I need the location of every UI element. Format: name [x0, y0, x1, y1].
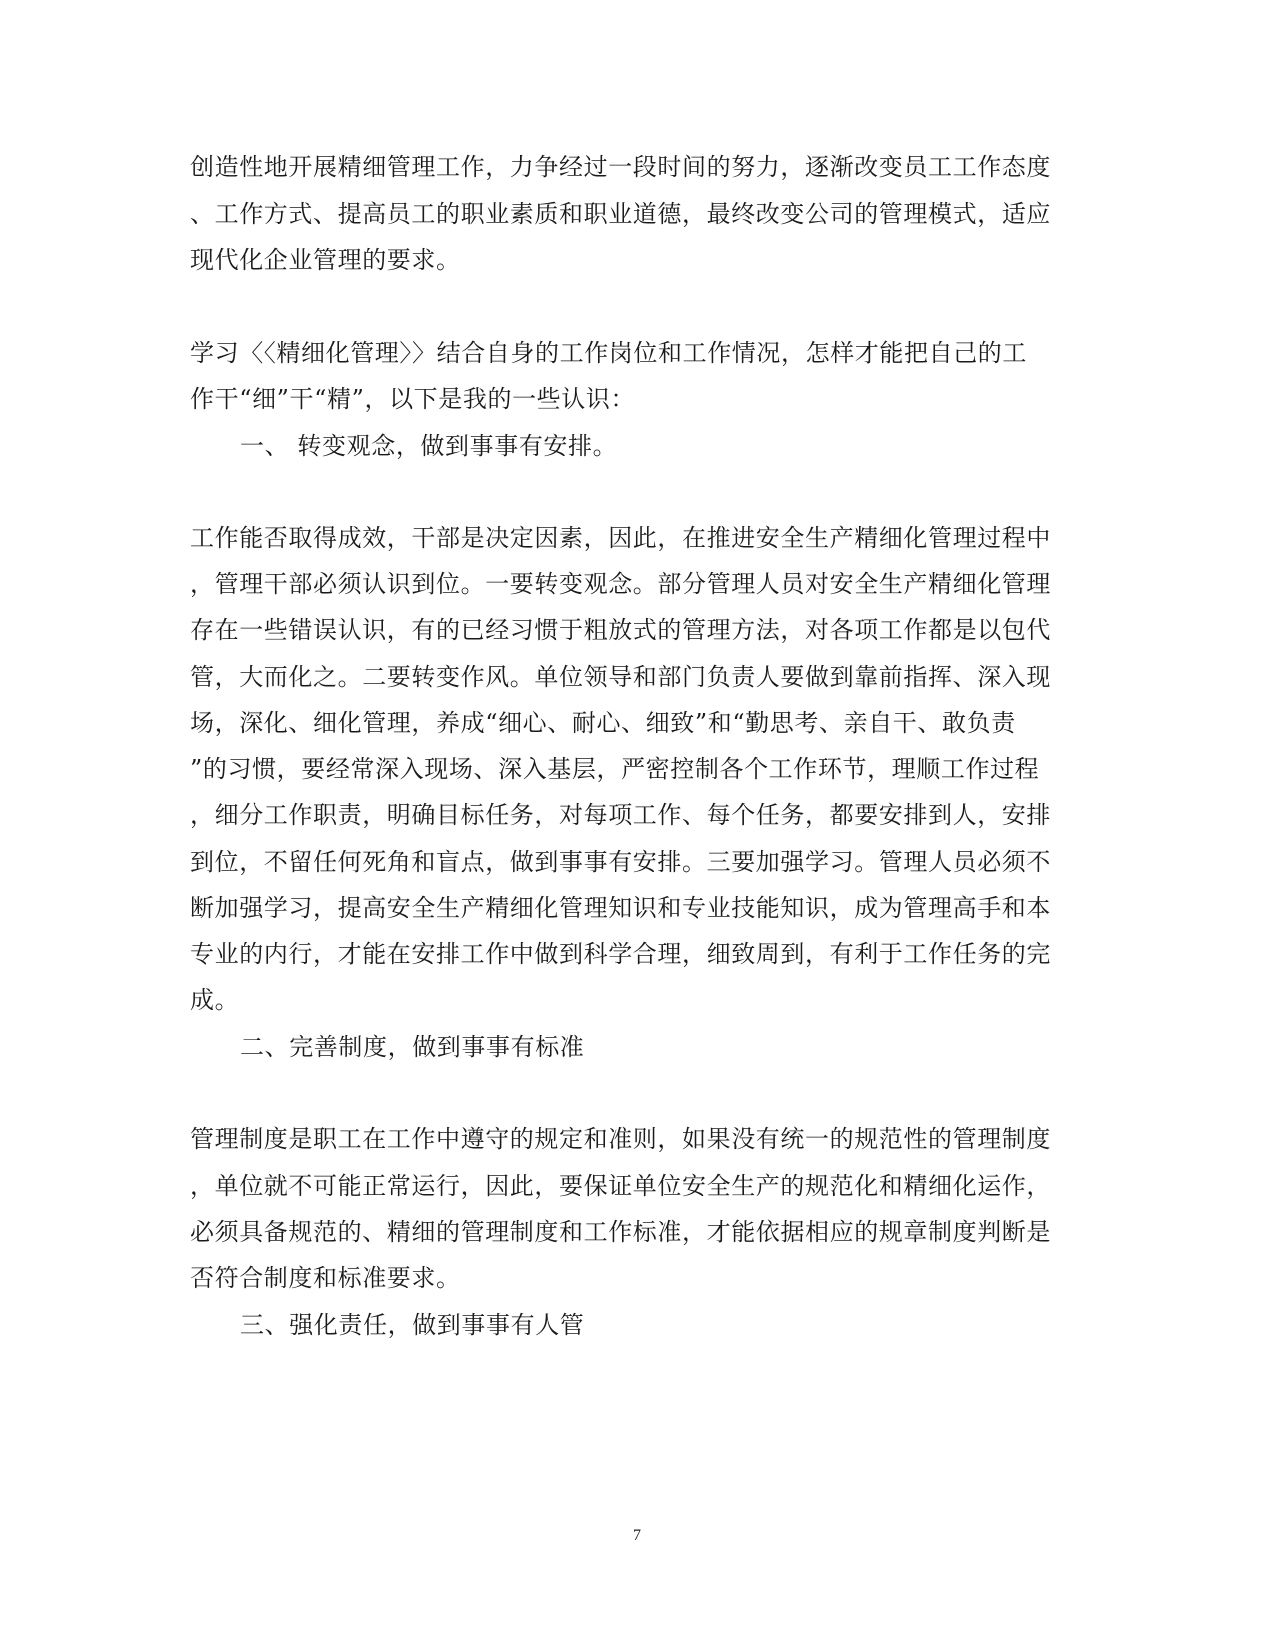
text-line: ，细分工作职责，明确目标任务，对每项工作、每个任务，都要安排到人，安排 [190, 801, 1051, 829]
text-line: 断加强学习，提高安全生产精细化管理知识和专业技能知识，成为管理高手和本 [190, 894, 1051, 922]
text-line: 管理制度是职工在工作中遵守的规定和准则，如果没有统一的规范性的管理制度 [190, 1125, 1051, 1153]
text-line: 现代化企业管理的要求。 [190, 246, 461, 274]
text-line: 学习〈〈精细化管理〉〉结合自身的工作岗位和工作情况，怎样才能把自己的工 [190, 339, 1027, 367]
text-line: 创造性地开展精细管理工作，力争经过一段时间的努力，逐渐改变员工工作态度 [190, 153, 1051, 181]
section-heading: 三、强化责任，做到事事有人管 [240, 1311, 585, 1339]
page-number: 7 [633, 1527, 641, 1544]
text-line: 管，大而化之。二要转变作风。单位领导和部门负责人要做到靠前指挥、深入现 [190, 663, 1051, 691]
text-line: 否符合制度和标准要求。 [190, 1264, 461, 1292]
text-line: 工作能否取得成效，干部是决定因素，因此，在推进安全生产精细化管理过程中 [190, 524, 1051, 552]
text-line: ”的习惯，要经常深入现场、深入基层，严密控制各个工作环节，理顺工作过程 [190, 755, 1040, 783]
text-line: 必须具备规范的、精细的管理制度和工作标准，才能依据相应的规章制度判断是 [190, 1218, 1051, 1246]
section-heading: 二、完善制度，做到事事有标准 [240, 1033, 585, 1061]
text-line: ，单位就不可能正常运行，因此，要保证单位安全生产的规范化和精细化运作， [190, 1172, 1051, 1200]
text-line: 作干“细”干“精”，以下是我的一些认识： [190, 385, 636, 413]
text-line: 、工作方式、提高员工的职业素质和职业道德，最终改变公司的管理模式，适应 [190, 200, 1051, 228]
text-line: 存在一些错误认识，有的已经习惯于粗放式的管理方法，对各项工作都是以包代 [190, 616, 1051, 644]
text-line: ，管理干部必须认识到位。一要转变观念。部分管理人员对安全生产精细化管理 [190, 570, 1051, 598]
text-line: 场，深化、细化管理，养成“细心、耐心、细致”和“勤思考、亲自干、敢负责 [190, 709, 1016, 737]
text-line: 到位，不留任何死角和盲点，做到事事有安排。三要加强学习。管理人员必须不 [190, 848, 1051, 876]
text-line: 专业的内行，才能在安排工作中做到科学合理，细致周到，有利于工作任务的完 [190, 940, 1051, 968]
text-line: 成。 [190, 986, 240, 1014]
section-heading: 一、 转变观念，做到事事有安排。 [240, 432, 618, 460]
